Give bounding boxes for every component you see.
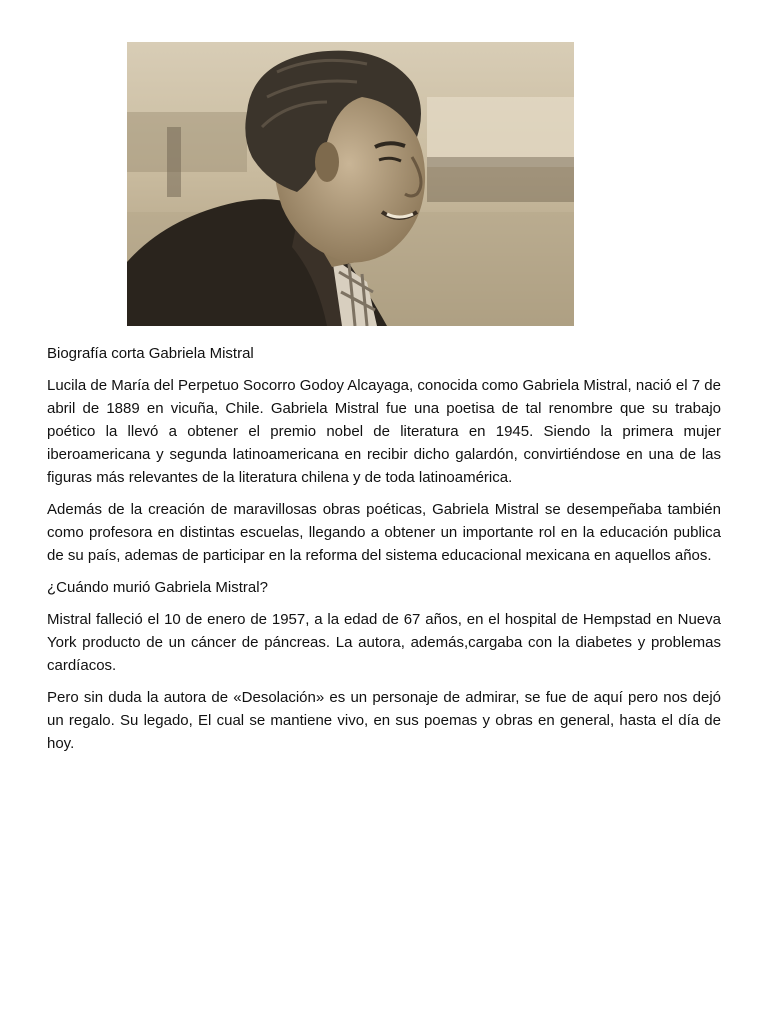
- heading-bio: Biografía corta Gabriela Mistral: [47, 345, 254, 362]
- paragraph-3: Mistral falleció el 10 de enero de 1957, a la edad de 67 años, en el hospital de Hempstad en Nueva York producto de un cáncer de páncreas. La autora, además,cargaba con la diabetes y problemas cardíacos.: [47, 611, 721, 674]
- biography-text: [47, 342, 721, 764]
- paragraph-4: Pero sin duda la autora de «Desolación» es un personaje de admirar, se fue de aquí pero nos dejó un regalo. Su legado, El cual se mantiene vivo, en sus poemas y obras en general, hasta el día de hoy.: [47, 689, 721, 752]
- paragraph-1: Lucila de María del Perpetuo Socorro Godoy Alcayaga, conocida como Gabriela Mistral, nació el 7 de abril de 1889 en vicuña, Chile. Gabriela Mistral fue una poetisa de tal renombre que su trabajo poético la llevó a obtener el premio nobel de literatura en 1945. Siendo la primera mujer iberoamericana y segunda latinoamericana en recibir dicho galardón, convirtiéndose en una de las figuras más relevantes de la literatura chilena y de toda latinoamérica.: [47, 377, 721, 486]
- portrait-photo: [127, 42, 574, 326]
- heading-death: ¿Cuándo murió Gabriela Mistral?: [47, 579, 268, 596]
- portrait-illustration: [127, 42, 574, 326]
- paragraph-2: Además de la creación de maravillosas obras poéticas, Gabriela Mistral se desempeñaba también como profesora en distintas escuelas, llegando a obtener un importante rol en la educación publica de su país, ademas de participar en la reforma del sistema educacional mexicana en aquellos años.: [47, 501, 721, 564]
